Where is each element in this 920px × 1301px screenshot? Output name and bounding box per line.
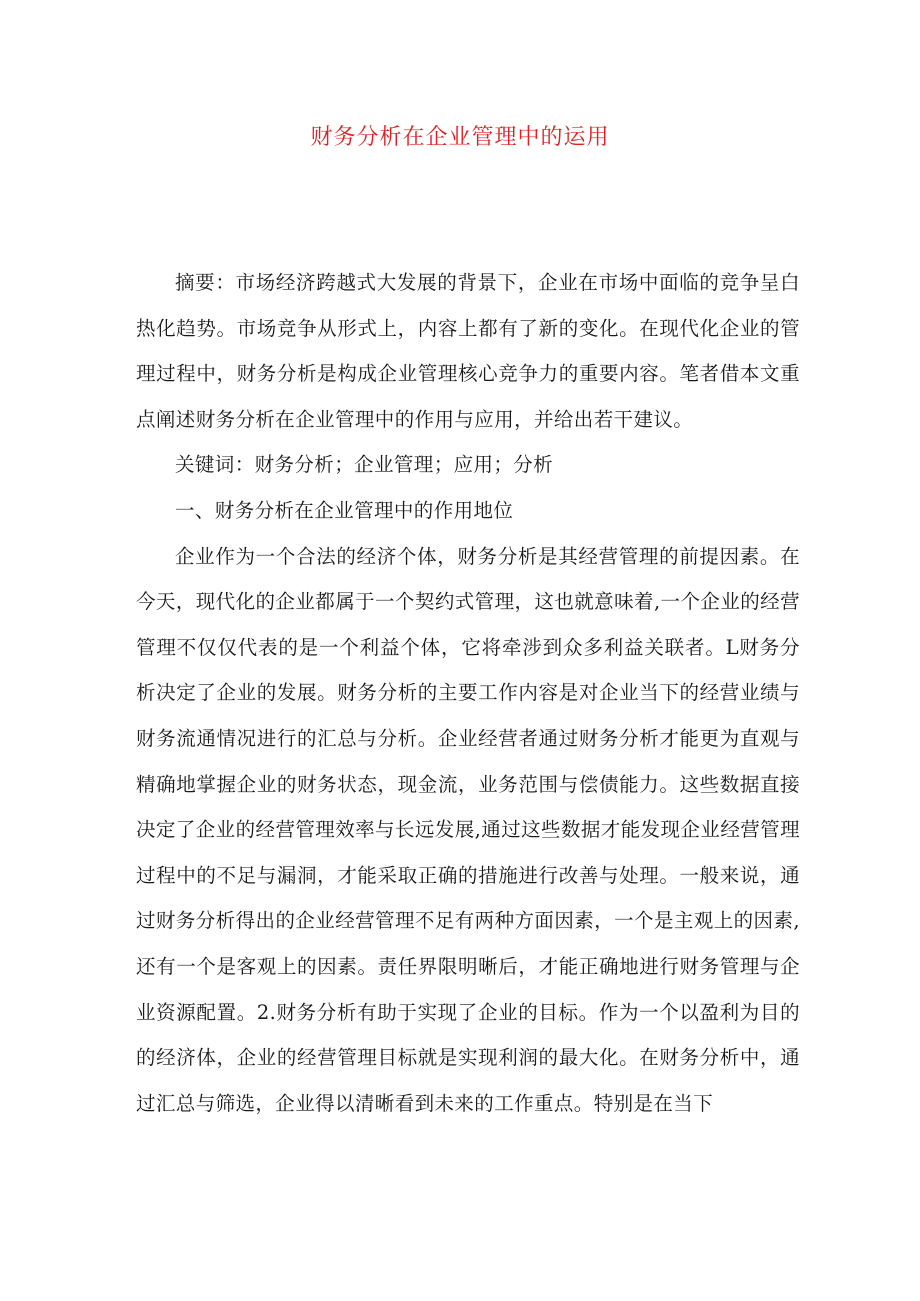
document-body xyxy=(136,260,800,1126)
body-paragraph: 企业作为一个合法的经济个体，财务分析是其经营管理的前提因素。在今天，现代化的企业都属于一个契约式管理，这也就意味着,一个企业的经营管理不仅仅代表的是一个利益个体，它将牵涉到众多利益关联者。L财务分析决定了企业的发展。财务分析的主要工作内容是对企业当下的经营业绩与财务流通情况进行的汇总与分析。企业经营者通过财务分析才能更为直观与精确地掌握企业的财务状态，现金流，业务范围与偿债能力。这些数据直接决定了企业的经营管理效率与长远发展,通过这些数据才能发现企业经营管理过程中的不足与漏洞，才能采取正确的措施进行改善与处理。一般来说，通过财务分析得出的企业经营管理不足有两种方面因素，一个是主观上的因素,还有一个是客观上的因素。责任界限明晰后，才能正确地进行财务管理与企业资源配置。2.财务分析有助于实现了企业的目标。作为一个以盈利为目的的经济体，企业的经营管理目标就是实现利润的最大化。在财务分析中，通过汇总与筛选，企业得以清晰看到未来的工作重点。特别是在当下 xyxy=(136,544,800,1115)
section-heading: 一、财务分析在企业管理中的作用地位 xyxy=(175,498,514,522)
abstract-paragraph: 摘要：市场经济跨越式大发展的背景下，企业在市场中面临的竞争呈白热化趋势。市场竞争从形式上，内容上都有了新的变化。在现代化企业的管理过程中，财务分析是构成企业管理核心竞争力的重要内容。笔者借本文重点阐述财务分析在企业管理中的作用与应用，并给出若干建议。 xyxy=(136,271,800,431)
keywords-paragraph: 关键词：财务分析；企业管理；应用；分析 xyxy=(175,453,554,477)
document-title: 财务分析在企业管理中的运用 xyxy=(310,125,610,150)
